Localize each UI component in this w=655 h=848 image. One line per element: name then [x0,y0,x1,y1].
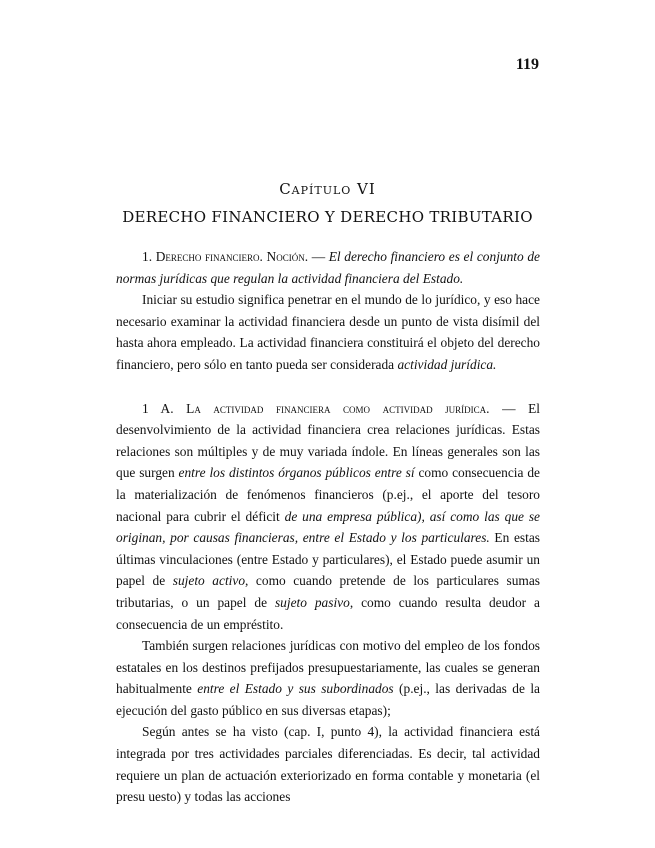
section-1a-p2-emphasis: entre el Estado y sus subordinados [197,681,394,697]
section-1a-text-1: El desenvolvimiento de la actividad financiera crea relaciones jurídicas. Estas relaciones son múltiples y de muy variada índole. En líneas generales son las que surgen [116,400,540,481]
section-1a-p2-text-2: (p.ej., las derivadas de la ejecución del gasto público en sus diversas etapas); [116,681,540,718]
section-1-paragraph-2 [116,289,540,375]
section-1-number: 1. [142,249,153,264]
section-1a-paragraph-2 [116,635,540,721]
section-1a-text-4: , como cuando pretende de los particulares sumas tributarias, o un papel de [116,573,540,610]
section-1-dash: — [308,249,329,264]
section-1a-number: 1 A. [142,400,174,416]
body-text [116,246,540,808]
section-1a-heading: La actividad financiera como actividad jurídica. [186,400,490,416]
section-1a-emphasis-3: sujeto activo [172,573,246,589]
section-1-heading: Derecho financiero. [155,249,263,264]
section-1a-paragraph [116,398,540,636]
section-1a-emphasis-4: sujeto pasivo [274,594,350,610]
page-number: 119 [515,56,539,73]
section-1-definition: El derecho financiero es el conjunto de normas jurídicas que regulan la actividad financiera del Estado. [116,249,540,286]
section-1a-dash: — [489,400,516,416]
section-1a-text-5: , como cuando resulta deudor a consecuencia de un empréstito. [116,594,541,632]
chapter-title: DERECHO FINANCIERO Y DERECHO TRIBUTARIO [122,208,533,226]
section-1a-paragraph-3: Según antes se ha visto (cap. I, punto 4), la actividad financiera está integrada por tres actividades parciales diferenciadas. Es decir, tal actividad requiere un plan de actuación exteriorizado en forma contable y monetaria (el presu uesto) y todas las acciones [116,724,540,805]
section-1-p2-emphasis: actividad jurídica. [397,356,497,372]
section-1-paragraph [116,246,540,289]
section-1-p2-text: Iniciar su estudio significa penetrar en el mundo de lo jurídico, y eso hace necesario examinar la actividad financiera desde un punto de vista disímil del hasta ahora empleado. La actividad financiera constituirá el objeto del derecho financiero, pero sólo en tanto pueda ser considerada [116,292,540,372]
section-1a-text-2: como consecuencia de la materialización de fenómenos financieros (p.ej., el aporte del tesoro nacional para cubrir el déficit [116,465,540,524]
section-1a-text-3: En estas últimas vinculaciones (entre Estado y particulares), el Estado puede asumir un papel de [116,530,540,589]
section-1-subheading: Noción. [266,249,309,264]
section-1a-emphasis-1: entre los distintos órganos públicos entre sí [178,465,415,481]
section-1a-p2-text-1: También surgen relaciones jurídicas con motivo del empleo de los fondos estatales en los destinos prefijados presupuestariamente, las cuales se generan habitualmente [116,638,540,697]
section-1a-emphasis-2: de una empresa pública), así como las que se originan, por causas financieras, entre el Estado y los particulares. [116,508,540,546]
chapter-label: Capítulo VI [279,180,376,198]
